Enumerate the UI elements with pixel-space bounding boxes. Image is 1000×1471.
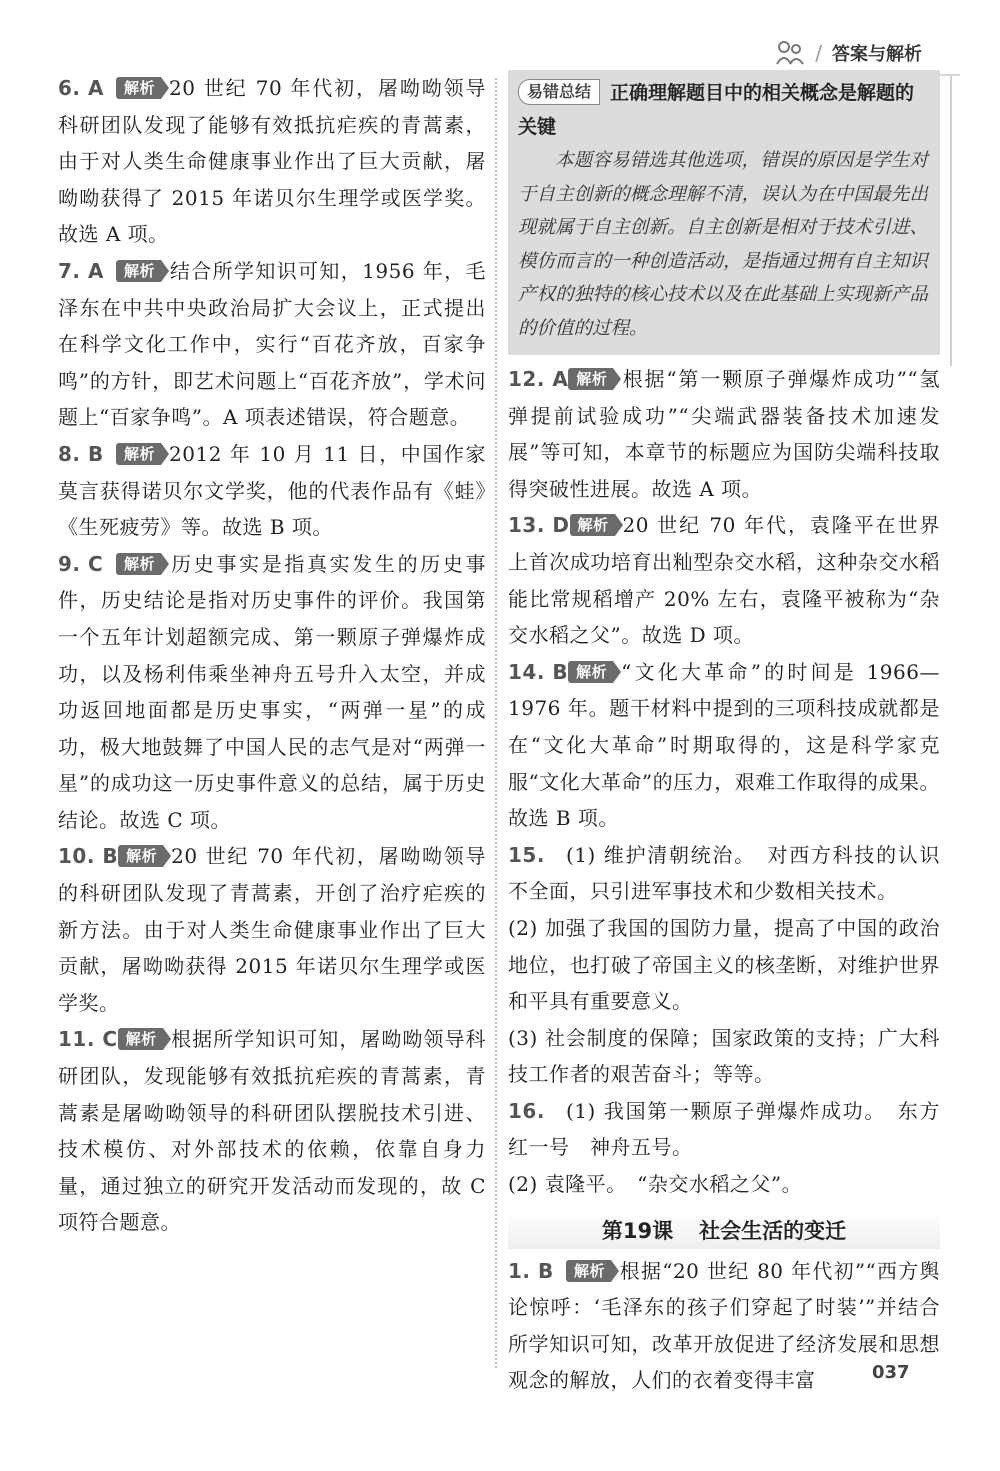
answer-number: 11. C	[58, 1027, 118, 1052]
lesson-title	[508, 1213, 940, 1249]
mistake-tag: 易错总结	[518, 79, 600, 105]
people-icon	[775, 40, 805, 66]
mistake-summary-box	[508, 70, 940, 355]
answer-text: 根据“第一颗原子弹爆炸成功”“氢弹提前试验成功”“尖端武器装备技术加速发展”等可知，本章节的标题应为国防尖端科技取得突破性进展。故选 A 项。	[508, 367, 940, 501]
answer-text: 历史事实是指真实发生的历史事件，历史结论是指对历史事件的评价。我国第一个五年计划超额完成、第一颗原子弹爆炸成功，以及杨利伟乘坐神舟五号升入太空，并成功返回地面都是历史事实，“两弹一星”的成功，极大地鼓舞了中国人民的志气是对“两弹一星”的成功这一历史事件意义的总结，属于历史结论。故选 C 项。	[58, 551, 486, 832]
answer-item	[58, 436, 486, 546]
analysis-badge: 解析	[568, 368, 613, 390]
mistake-body: 本题容易错选其他选项，错误的原因是学生对于自主创新的概念理解不清，误认为在中国最先出现就属于自主创新。自主创新是相对于技术引进、模仿而言的一种创造活动，是指通过拥有自主知识产权的独特的核心技术以及在此基础上实现新产品的价值的过程。	[518, 150, 928, 339]
answer-number: 12. A	[508, 367, 569, 391]
answer-number: 6. A	[58, 76, 104, 100]
answer-number: 8. B	[58, 441, 104, 466]
mistake-heading-text: 正确理解题目中的相关概念是解题的关键	[518, 82, 915, 138]
right-column	[508, 70, 940, 1399]
answer-part: (1) 维护清朝统治。 对西方科技的认识不全面，只引进军事技术和少数相关技术。	[508, 842, 940, 904]
analysis-badge: 解析	[118, 845, 163, 867]
answer-number: 9. C	[58, 551, 104, 576]
analysis-badge: 解析	[570, 514, 615, 536]
analysis-badge: 解析	[116, 443, 161, 465]
lesson-name: 社会生活的变迁	[699, 1218, 847, 1243]
answer-part: (1) 我国第一颗原子弹爆炸成功。 东方红一号 神舟五号。	[508, 1098, 940, 1160]
answer-item-15	[508, 837, 940, 1093]
answer-item	[508, 654, 940, 837]
answer-number: 13. D	[508, 513, 570, 538]
answer-text: 20 世纪 70 年代初，屠呦呦领导科研团队发现了能够有效抵抗疟疾的青蒿素，由于对人类生命健康事业作出了巨大贡献，屠呦呦获得了 2015 年诺贝尔生理学或医学奖。故选 A 项。	[58, 76, 486, 247]
analysis-badge: 解析	[116, 77, 161, 99]
analysis-badge: 解析	[118, 1028, 163, 1050]
analysis-badge: 解析	[566, 1260, 611, 1282]
mistake-heading	[518, 76, 928, 144]
header-title: 答案与解析	[832, 44, 922, 65]
answer-text: 20 世纪 70 年代初，屠呦呦领导的科研团队发现了青蒿素，开创了治疗疟疾的新方法。由于对人类生命健康事业作出了巨大贡献，屠呦呦获得 2015 年诺贝尔生理学或医学奖。	[58, 844, 486, 1015]
header-slash-icon: /	[815, 41, 822, 65]
analysis-badge: 解析	[116, 553, 161, 575]
answer-text: 结合所学知识可知，1956 年，毛泽东在中共中央政治局扩大会议上，正式提出在科学文化工作中，实行“百花齐放，百家争鸣”的方针，即艺术问题上“百花齐放”，学术问题上“百家争鸣”。A 项表述错误，符合题意。	[58, 258, 486, 430]
lesson-label: 第19课	[601, 1218, 674, 1243]
analysis-badge: 解析	[116, 260, 161, 282]
answer-item	[58, 253, 486, 436]
answer-text: 2012 年 10 月 11 日，中国作家莫言获得诺贝尔文学奖，他的代表作品有《蛙》《生死疲劳》等。故选 B 项。	[58, 441, 486, 540]
answer-part: (2) 袁隆平。 “杂交水稻之父”。	[508, 1172, 803, 1197]
answer-item	[58, 838, 486, 1021]
answer-item	[58, 1021, 486, 1241]
answer-item	[508, 507, 940, 653]
answer-text: 根据所学知识可知，屠呦呦领导科研团队，发现能够有效抵抗疟疾的青蒿素，青蒿素是屠呦呦领导的科研团队摆脱技术引进、技术模仿、对外部技术的依赖，依靠自身力量，通过独立的研究开发活动而发现的，故 C 项符合题意。	[58, 1027, 486, 1235]
left-column	[58, 70, 486, 1241]
page-number: 037	[872, 1362, 910, 1383]
analysis-badge: 解析	[568, 661, 613, 683]
answer-text: 根据“20 世纪 80 年代初”“西方舆论惊呼：‘毛泽东的孩子们穿起了时装’”并结合所学知识可知，改革开放促进了经济发展和思想观念的解放，人们的衣着变得丰富	[508, 1258, 940, 1393]
answer-part: (3) 社会制度的保障；国家政策的支持；广大科技工作者的艰苦奋斗；等等。	[508, 1025, 940, 1087]
answer-item	[508, 361, 940, 507]
side-rule	[950, 76, 952, 366]
answer-number: 15.	[508, 842, 545, 867]
answer-part: (2) 加强了我国的国防力量，提高了中国的政治地位，也打破了帝国主义的核垄断，对维护世界和平具有重要意义。	[508, 915, 940, 1014]
answer-text: 20 世纪 70 年代，袁隆平在世界上首次成功培育出籼型杂交水稻，这种杂交水稻能比常规稻增产 20% 左右，袁隆平被称为“杂交水稻之父”。故选 D 项。	[508, 513, 940, 648]
answer-text: “文化大革命”的时间是 1966—1976 年。题干材料中提到的三项科技成就都是在“文化大革命”时期取得的，这是科学家克服“文化大革命”的压力，艰难工作取得的成果。故选 B 项。	[508, 659, 940, 831]
column-divider	[495, 78, 497, 1368]
answer-number: 14. B	[508, 659, 569, 684]
answer-item-16	[508, 1093, 940, 1203]
page-header	[775, 40, 922, 66]
answer-number: 10. B	[58, 844, 119, 869]
answer-item	[58, 546, 486, 839]
answer-item	[58, 70, 486, 253]
answer-number: 1. B	[508, 1258, 554, 1283]
answer-number: 16.	[508, 1098, 545, 1123]
answer-number: 7. A	[58, 258, 104, 283]
